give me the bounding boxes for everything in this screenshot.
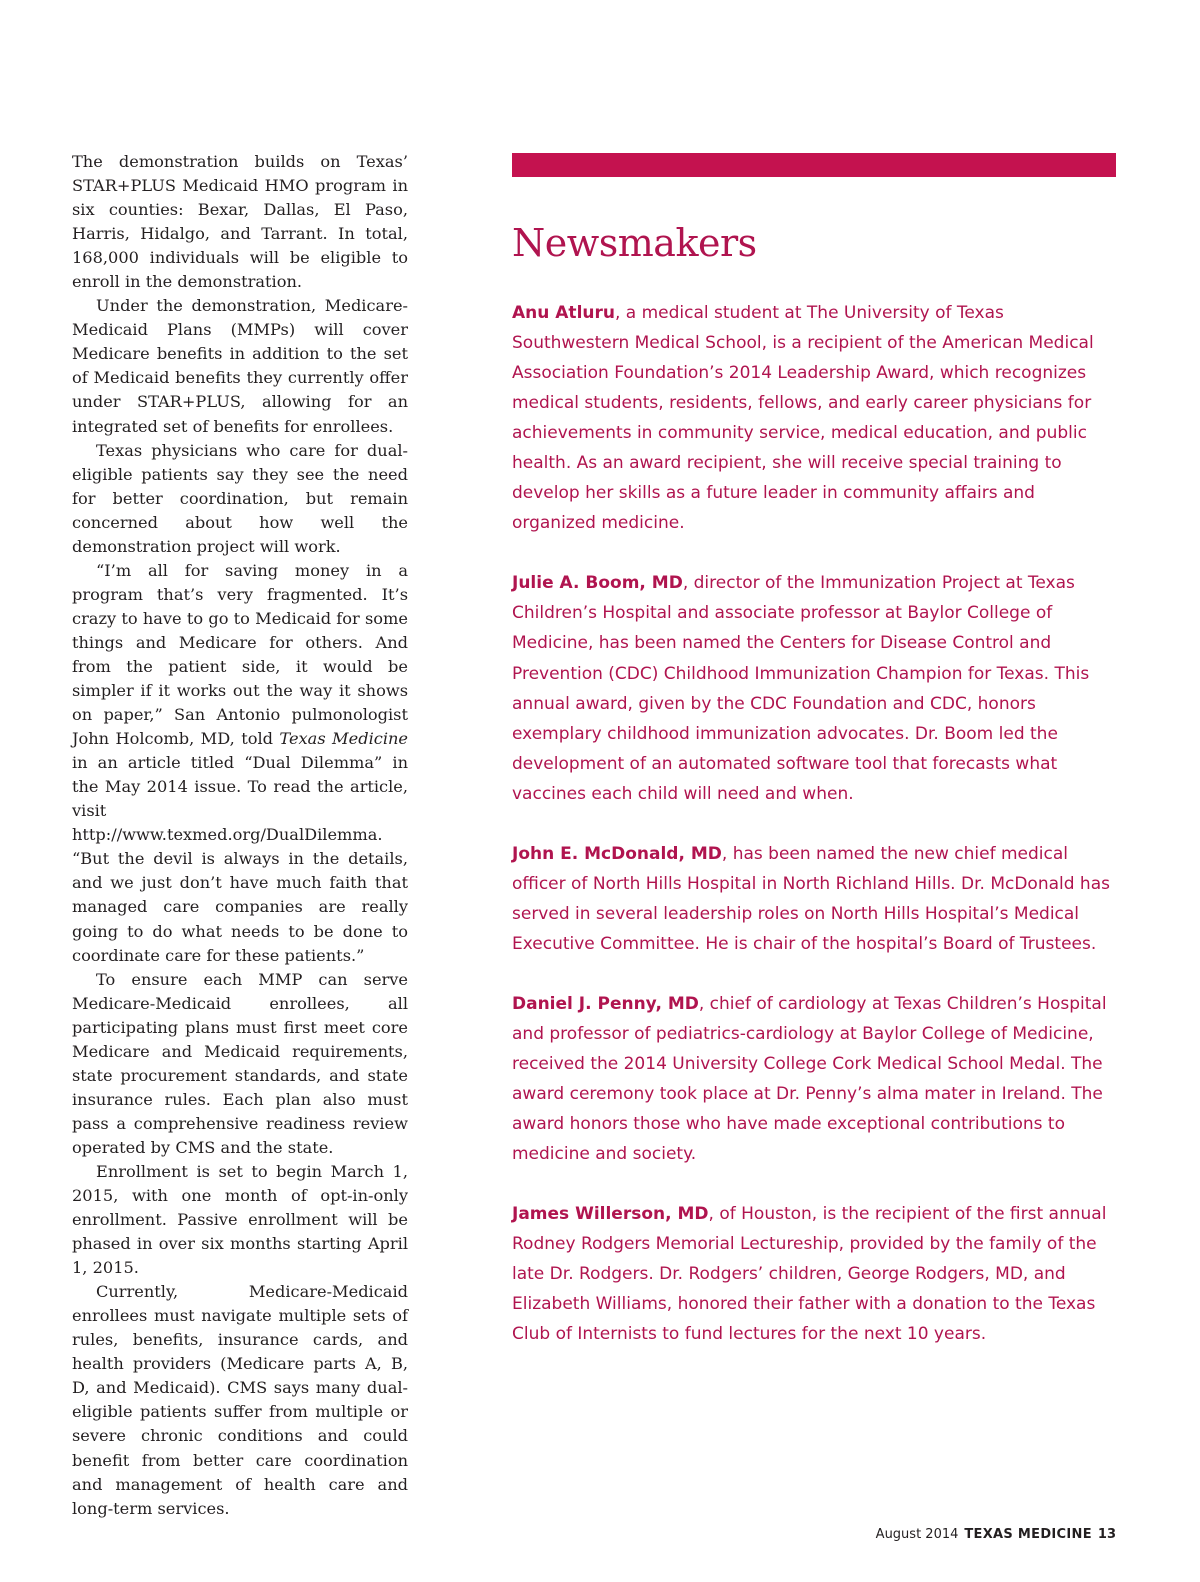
newsmaker-description: , director of the Immunization Project at Texas Children’s Hospital and associate professor at Baylor College of Medicine, has been named the Centers for Disease Control and Prevention (CDC) Childhood Immunization Champion for Texas. This annual award, given by the CDC Foundation and CDC, honors exemplary childhood immunization advocates. Dr. Boom led the development of an automated software tool that forecasts what vaccines each child will need and when. [512,573,1090,804]
article-paragraph: The demonstration builds on Texas’ STAR+PLUS Medicaid HMO program in six counties: Bexar, Dallas, El Paso, Harris, Hidalgo, and Tarrant. In total, 168,000 individuals will be eligible to enroll in the demonstration. [72,152,408,292]
newsmaker-description: , a medical student at The University of Texas Southwestern Medical School, is a recipient of the American Medical Association Foundation’s 2014 Leadership Award, which recognizes medical students, residents, fellows, and early career physicians for achievements in community service, medical education, and public health. As an award recipient, she will receive special training to develop her skills as a future leader in community affairs and organized medicine. [512,303,1094,534]
newsmaker-description: , chief of cardiology at Texas Children’s Hospital and professor of pediatrics-cardiology at Baylor College of Medicine, received the 2014 University College Cork Medical School Medal. The award ceremony took place at Dr. Penny’s alma mater in Ireland. The award honors those who have made exceptional contributions to medicine and society. [512,993,1107,1165]
newsmaker-item [512,568,1116,808]
publication-title: Texas Medicine [279,729,408,749]
newsmaker-name: Daniel J. Penny, MD [512,993,699,1014]
newsmakers-list [512,298,1116,1379]
newsmaker-name: James Willerson, MD [512,1204,709,1225]
article-paragraph: Enrollment is set to begin March 1, 2015, with one month of opt-in-only enrollment. Passive enrollment will be phased in over six months starting April 1, 2015. [72,1161,408,1278]
section-title: Newsmakers [512,221,757,265]
newsmaker-description: , of Houston, is the recipient of the first annual Rodney Rodgers Memorial Lectureship, provided by the family of the late Dr. Rodgers. Dr. Rodgers’ children, George Rodgers, MD, and Elizabeth Williams, honored their father with a donation to the Texas Club of Internists to fund lectures for the next 10 years. [512,1204,1107,1345]
article-column [72,150,408,1521]
newsmaker-name: John E. McDonald, MD [512,843,722,864]
newsmaker-description: , has been named the new chief medical officer of North Hills Hospital in North Richland Hills. Dr. McDonald has served in several leadership roles on North Hills Hospital’s Medical Executive Committee. He is chair of the hospital’s Board of Trustees. [512,843,1110,954]
quote-text: “I’m all for saving money in a program that’s very fragmented. It’s crazy to have to go to Medicaid for some things and Medicare for others. And from the patient side, it would be simpler if it works out the way it shows on paper,” San Antonio pulmonologist John Holcomb, MD, told [72,560,408,749]
article-paragraph: Under the demonstration, Medicare-Medicaid Plans (MMPs) will cover Medicare benefits in addition to the set of Medicaid benefits they currently offer under STAR+PLUS, allowing for an integrated set of benefits for enrollees. [72,296,408,436]
article-paragraph: Texas physicians who care for dual-eligible patients say they see the need for better coordination, but remain concerned about how well the demonstration project will work. [72,440,408,556]
page-footer [876,1527,1116,1542]
newsmaker-name: Julie A. Boom, MD [512,573,683,594]
newsmaker-item [512,1199,1116,1349]
newsmaker-item [512,989,1116,1169]
page-number: 13 [1097,1527,1116,1542]
magazine-name: TEXAS MEDICINE [964,1527,1092,1542]
article-paragraph [72,559,408,968]
quote-text: in an article titled “Dual Dilemma” in the May 2014 issue. To read the article, visit http://www.texmed.org/DualDilemma. “But the devil is always in the details, and we just don’t have much faith that managed care companies are really going to do what needs to be done to coordinate care for these patients.” [72,753,408,965]
issue-date: August 2014 [875,1527,959,1542]
newsmaker-name: Anu Atluru [512,303,615,323]
section-header-bar [512,153,1116,177]
newsmaker-item [512,839,1116,959]
article-paragraph: Currently, Medicare-Medicaid enrollees must navigate multiple sets of rules, benefits, insurance cards, and health providers (Medicare parts A, B, D, and Medicaid). CMS says many dual-eligible patients suffer from multiple or severe chronic conditions and could benefit from better care coordination and management of health care and long-term services. [72,1282,408,1518]
article-paragraph: To ensure each MMP can serve Medicare-Medicaid enrollees, all participating plans must first meet core Medicare and Medicaid requirements, state procurement standards, and state insurance rules. Each plan also must pass a comprehensive readiness review operated by CMS and the state. [72,969,408,1157]
newsmaker-item [512,298,1116,538]
newsmakers-section [512,153,1116,1345]
